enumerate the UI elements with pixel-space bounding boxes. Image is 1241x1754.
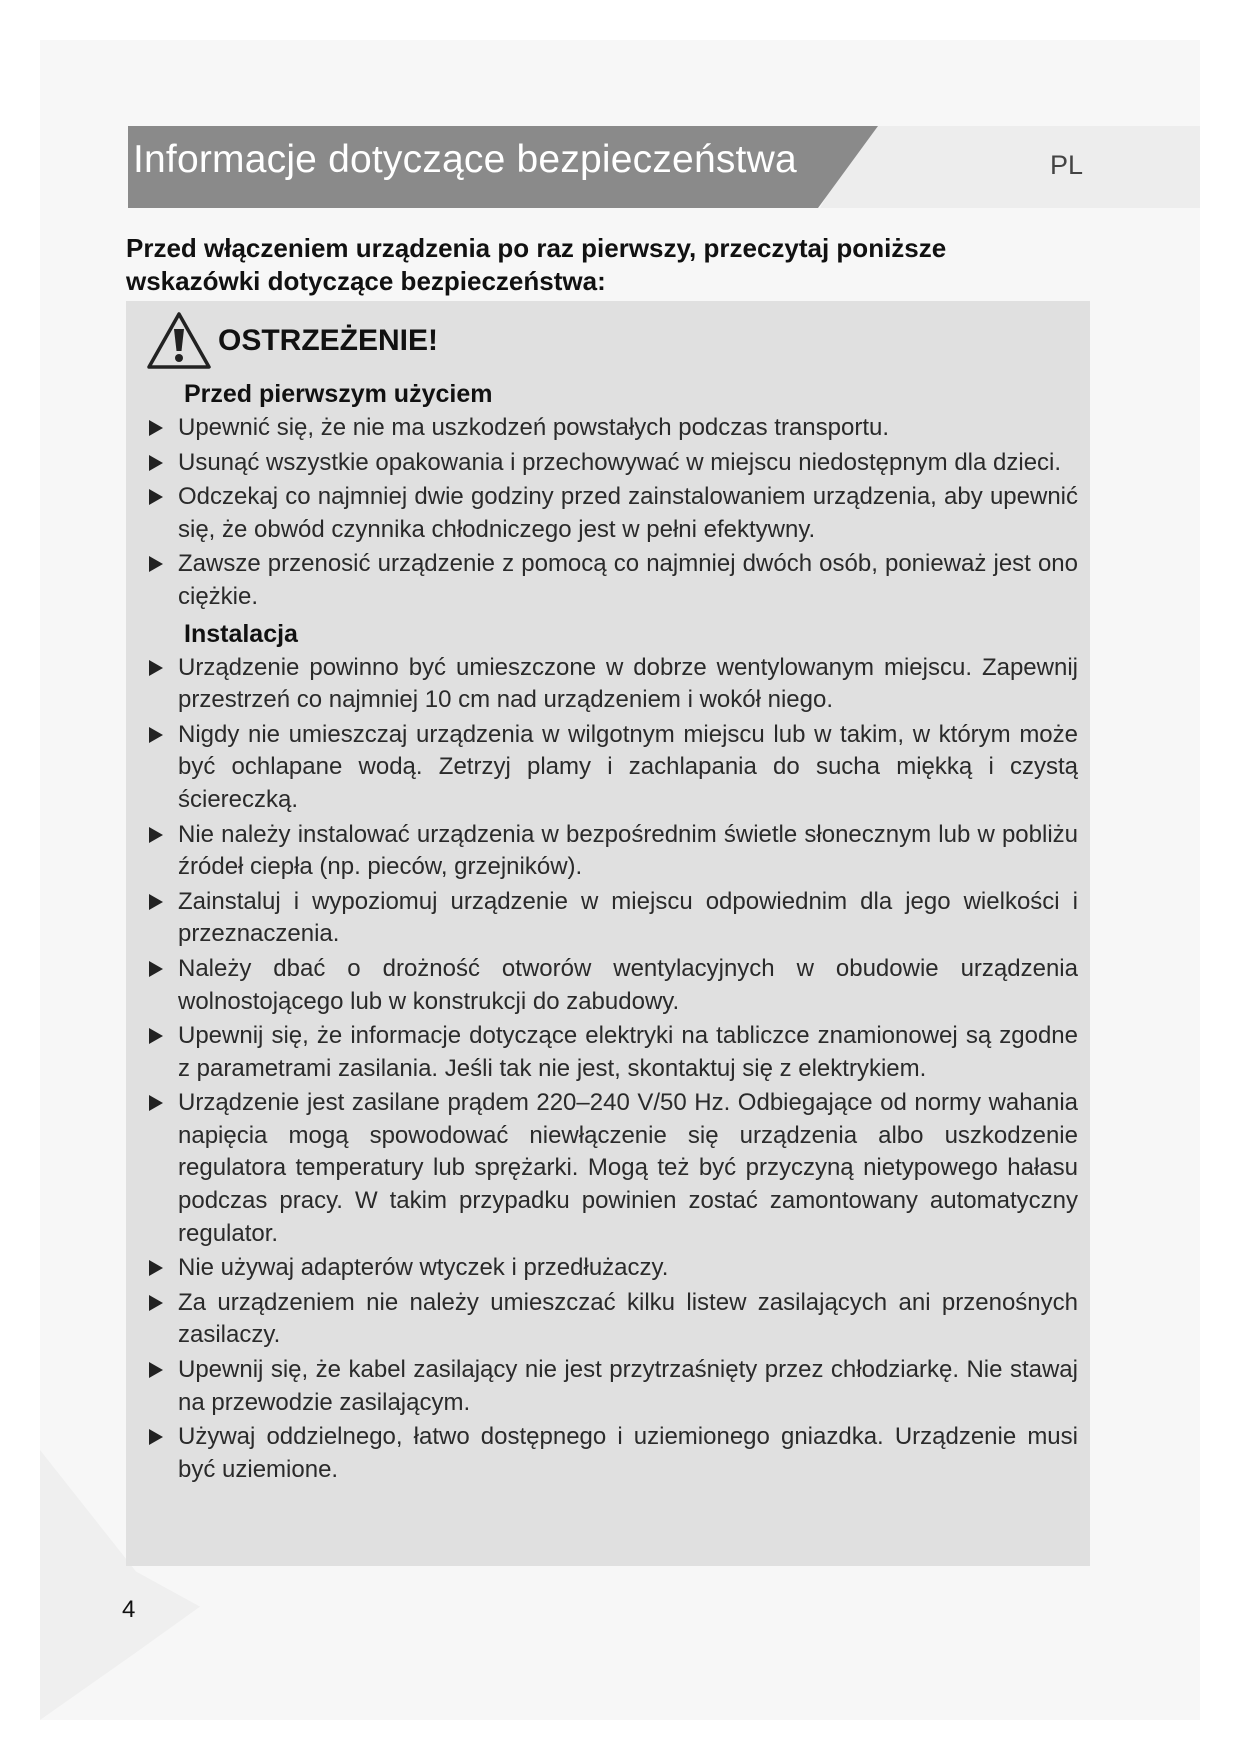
warning-triangle-icon bbox=[146, 311, 212, 371]
list-item: Należy dbać o drożność otworów wentylacyjnych w obudowie urządzenia wolnostojącego lub w konstrukcji do zabudowy. bbox=[146, 953, 1090, 1018]
warning-title: OSTRZEŻENIE! bbox=[218, 324, 439, 357]
list-item: Odczekaj co najmniej dwie godziny przed zainstalowaniem urządzenia, aby upewnić się, że obwód czynnika chłodniczego jest w pełni efektywny. bbox=[146, 481, 1090, 546]
bullet-arrow-icon bbox=[149, 489, 163, 505]
list-item: Usunąć wszystkie opakowania i przechowywać w miejscu niedostępnym dla dzieci. bbox=[146, 447, 1090, 480]
list-item: Upewnij się, że informacje dotyczące elektryki na tabliczce znamionowej są zgodne z parametrami zasilania. Jeśli tak nie jest, skontaktuj się z elektrykiem. bbox=[146, 1020, 1090, 1085]
list-item: Urządzenie powinno być umieszczone w dobrze wentylowanym miejscu. Zapewnij przestrzeń co najmniej 10 cm nad urządzeniem i wokół niego. bbox=[146, 652, 1090, 717]
section-list bbox=[146, 412, 1090, 614]
bullet-arrow-icon bbox=[149, 1028, 163, 1044]
bullet-arrow-icon bbox=[149, 1429, 163, 1445]
bullet-arrow-icon bbox=[149, 894, 163, 910]
bullet-arrow-icon bbox=[149, 1260, 163, 1276]
bullet-arrow-icon bbox=[149, 455, 163, 471]
bullet-arrow-icon bbox=[149, 420, 163, 436]
list-item: Zawsze przenosić urządzenie z pomocą co najmniej dwóch osób, ponieważ jest ono ciężkie. bbox=[146, 548, 1090, 613]
page-number: 4 bbox=[122, 1596, 136, 1623]
list-item: Nigdy nie umieszczaj urządzenia w wilgotnym miejscu lub w takim, w którym może być ochlapane wodą. Zetrzyj plamy i zachlapania do sucha miękką i czystą ściereczką. bbox=[146, 719, 1090, 817]
section-title: Przed pierwszym użyciem bbox=[184, 380, 493, 408]
section-list bbox=[146, 652, 1090, 1487]
warning-header bbox=[146, 311, 438, 371]
list-item: Nie używaj adapterów wtyczek i przedłużaczy. bbox=[146, 1252, 1090, 1285]
bullet-arrow-icon bbox=[149, 727, 163, 743]
bullet-arrow-icon bbox=[149, 961, 163, 977]
section-title: Instalacja bbox=[184, 619, 298, 648]
list-item: Nie należy instalować urządzenia w bezpośrednim świetle słonecznym lub w pobliżu źródeł ciepła (np. pieców, grzejników). bbox=[146, 819, 1090, 884]
page-title: Informacje dotyczące bezpieczeństwa bbox=[133, 138, 797, 181]
bullet-arrow-icon bbox=[149, 1095, 163, 1111]
language-code: PL bbox=[1050, 150, 1084, 180]
list-item: Upewnić się, że nie ma uszkodzeń powstałych podczas transportu. bbox=[146, 412, 1090, 445]
list-item: Zainstaluj i wypoziomuj urządzenie w miejscu odpowiednim dla jego wielkości i przeznaczenia. bbox=[146, 886, 1090, 951]
bullet-arrow-icon bbox=[149, 1295, 163, 1311]
intro-text: Przed włączeniem urządzenia po raz pierwszy, przeczytaj poniższe wskazówki dotyczące bezpieczeństwa: bbox=[126, 233, 947, 296]
list-item: Upewnij się, że kabel zasilający nie jest przytrzaśnięty przez chłodziarkę. Nie stawaj na przewodzie zasilającym. bbox=[146, 1354, 1090, 1419]
list-item: Urządzenie jest zasilane prądem 220–240 V/50 Hz. Odbiegające od normy wahania napięcia mogą spowodować niewłączenie się urządzenia albo uszkodzenie regulatora temperatury lub sprężarki. Mogą też być przyczyną nietypowego hałasu podczas pracy. W takim przypadku powinien zostać zamontowany automatyczny regulator. bbox=[146, 1087, 1090, 1250]
safety-content bbox=[146, 376, 1090, 1488]
header-band-light bbox=[820, 126, 1200, 208]
list-item: Używaj oddzielnego, łatwo dostępnego i uziemionego gniazdka. Urządzenie musi być uziemione. bbox=[146, 1421, 1090, 1486]
bullet-arrow-icon bbox=[149, 827, 163, 843]
list-item: Za urządzeniem nie należy umieszczać kilku listew zasilających ani przenośnych zasilaczy. bbox=[146, 1287, 1090, 1352]
bullet-arrow-icon bbox=[149, 556, 163, 572]
bullet-arrow-icon bbox=[149, 660, 163, 676]
bullet-arrow-icon bbox=[149, 1362, 163, 1378]
